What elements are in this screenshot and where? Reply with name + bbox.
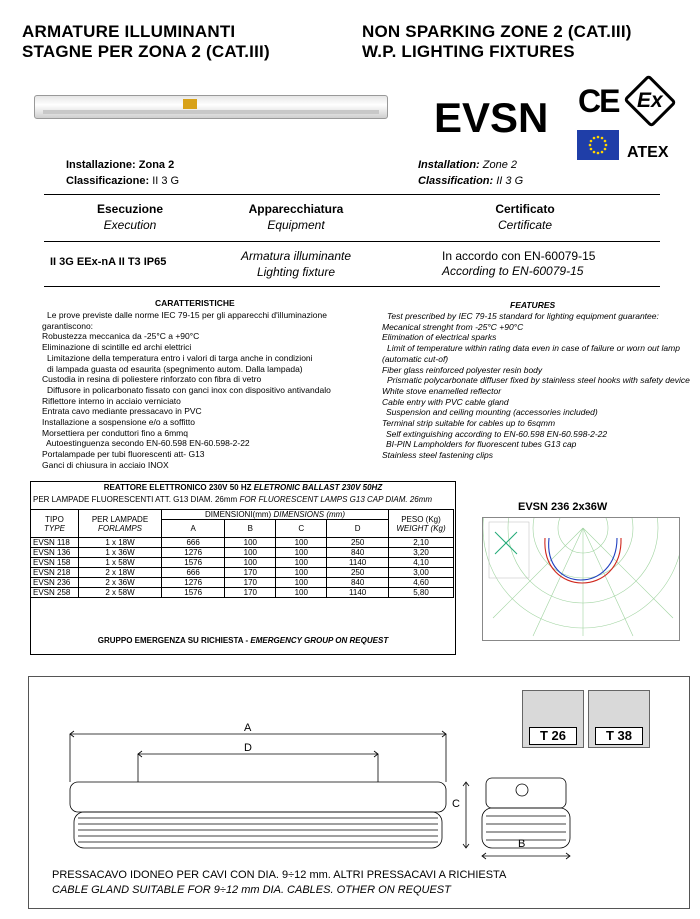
- table-cell: 1276: [162, 578, 225, 588]
- features-it-line: Riflettore interno in acciaio verniciato: [42, 395, 181, 406]
- execution-value: II 3G EEx-nA II T3 IP65: [50, 256, 167, 268]
- spec-footer: [31, 636, 455, 645]
- features-en-line: Test prescribed by IEC 79-15 standard for lighting equipment guarantee:: [387, 311, 659, 321]
- table-cell: 2,10: [389, 538, 454, 548]
- features-it-line: di lampada guasta od esaurita (spegnimento autom. Dalla lampada): [47, 363, 303, 374]
- spec-th-lamps: [79, 510, 162, 538]
- table-cell: EVSN 118: [31, 538, 79, 548]
- install-it-zone-value: Zona 2: [138, 159, 175, 171]
- photometric-title: EVSN 236 2x36W: [518, 501, 608, 513]
- install-it-zone: [66, 158, 174, 172]
- table-row: [31, 588, 454, 598]
- dim-d-label: D: [244, 742, 252, 754]
- table-cell: EVSN 218: [31, 568, 79, 578]
- features-en-line: Suspension and ceiling mounting (accessories included): [386, 407, 598, 418]
- features-en-line: Limit of temperature within rating data even in case of failure or worn out lamp: [387, 343, 680, 354]
- eu-stars-icon: [577, 130, 619, 160]
- table-cell: 1 x 18W: [79, 538, 162, 548]
- spec-ballast-en: ELETRONIC BALLAST 230V 50HZ: [253, 483, 383, 492]
- install-en-zone: [418, 158, 517, 172]
- title-en-line1: NON SPARKING ZONE 2 (CAT.III): [362, 22, 632, 41]
- spec-ballast: [31, 483, 455, 492]
- features-it-line: Diffusore in policarbonato fissato con ganci inox con dispositivo antivandalo: [47, 384, 331, 395]
- table-cell: EVSN 136: [31, 548, 79, 558]
- technical-drawing: [30, 720, 630, 860]
- install-en-zone-label: Installation:: [418, 159, 480, 171]
- product-diffuser-edge: [43, 110, 379, 114]
- spec-th-weight-en: WEIGHT (Kg): [396, 523, 446, 533]
- table-cell: 100: [225, 548, 276, 558]
- features-en-line: BI-PIN Lampholders for fluorescent tubes G13 cap: [386, 439, 577, 450]
- spec-th-type-it: TIPO: [45, 514, 64, 524]
- features-it-line: Robustezza meccanica da -25°C a +90°C: [42, 331, 200, 342]
- table-cell: 100: [276, 538, 327, 548]
- equipment-value-en: Lighting fixture: [256, 265, 336, 279]
- dim-a-label: A: [244, 722, 252, 734]
- table-cell: 170: [225, 568, 276, 578]
- features-en-line: Cable entry with PVC cable gland: [382, 396, 509, 407]
- table-cell: 250: [327, 568, 389, 578]
- table-cell: 170: [225, 588, 276, 598]
- table-row: [31, 568, 454, 578]
- features-it-line: Morsettiera per conduttori fino a 6mmq: [42, 427, 188, 438]
- spec-table-body: [31, 538, 454, 598]
- table-cell: 5,80: [389, 588, 454, 598]
- spec-th-lamps-it: PER LAMPADE: [91, 514, 149, 524]
- features-en-line: Stainless steel fastening clips: [382, 450, 494, 461]
- table-row: [31, 538, 454, 548]
- dim-b-label: B: [518, 838, 526, 850]
- features-en-line: (automatic cut-of): [382, 353, 449, 364]
- table-cell: EVSN 236: [31, 578, 79, 588]
- table-cell: 2 x 36W: [79, 578, 162, 588]
- features-it-line: Entrata cavo mediante pressacavo in PVC: [42, 406, 202, 417]
- certificate-value-it: In accordo con EN-60079-15: [442, 249, 596, 263]
- table-row: [31, 558, 454, 568]
- table-cell: 100: [276, 558, 327, 568]
- features-it-line: Eliminazione di scintille ed archi elettrici: [42, 342, 192, 353]
- table-cell: 840: [327, 578, 389, 588]
- features-it-line: Le prove previste dalle norme IEC 79-15 per gli apparecchi d'illuminazione: [47, 310, 327, 320]
- dim-c-label: C: [452, 798, 460, 810]
- photometric-diagram: [482, 517, 680, 641]
- product-photo: [34, 95, 388, 119]
- table-cell: 1 x 58W: [79, 558, 162, 568]
- clamp-t38-label: T 38: [595, 727, 643, 745]
- table-cell: 666: [162, 538, 225, 548]
- column-equipment-en: Equipment: [267, 218, 325, 232]
- install-en-class-label: Classification:: [418, 175, 494, 187]
- features-en-line: Terminal strip suitable for cables up to 6sqmm: [382, 418, 556, 429]
- spec-th-c: C: [276, 520, 327, 538]
- features-en-line: Fiber glass reinforced polyester resin body: [382, 364, 543, 375]
- features-it-list: [42, 310, 352, 471]
- table-cell: 4,60: [389, 578, 454, 588]
- features-en-line: Self extinguishing according to EN-60.598 EN-60.598-2-22: [386, 428, 608, 439]
- features-it-line: Portalampade per tubi fluorescenti att- G13: [42, 449, 205, 460]
- photometric-plot: [483, 518, 679, 640]
- table-cell: 3,00: [389, 568, 454, 578]
- table-cell: 1140: [327, 558, 389, 568]
- install-it-class-label: Classificazione:: [66, 175, 150, 187]
- column-execution-en: Execution: [103, 218, 157, 232]
- title-it-line2: STAGNE PER ZONA 2 (CAT.III): [22, 42, 270, 61]
- spec-footer-it: GRUPPO EMERGENZA SU RICHIESTA -: [97, 636, 249, 645]
- spec-th-b: B: [225, 520, 276, 538]
- spec-th-type: [31, 510, 79, 538]
- ex-mark-icon: [623, 74, 677, 128]
- atex-label: ATEX: [627, 144, 669, 161]
- features-it-line: Installazione a sospensione e/o a soffitto: [42, 417, 195, 428]
- table-row: [31, 548, 454, 558]
- eu-flag-icon: [577, 130, 619, 160]
- spec-th-weight: [389, 510, 454, 538]
- table-cell: 1140: [327, 588, 389, 598]
- spec-th-dimensions: [162, 510, 389, 520]
- table-cell: 100: [225, 538, 276, 548]
- clamp-t26-label: T 26: [529, 727, 577, 745]
- product-label-sticker: [183, 99, 197, 109]
- table-cell: 1276: [162, 548, 225, 558]
- features-it-line: garantiscono:: [42, 320, 94, 331]
- table-cell: 1 x 36W: [79, 548, 162, 558]
- cable-note-en: CABLE GLAND SUITABLE FOR 9÷12 mm DIA. CABLES. OTHER ON REQUEST: [52, 884, 451, 896]
- table-cell: 100: [225, 558, 276, 568]
- install-it-class: [66, 174, 179, 188]
- install-en-class: [418, 174, 523, 188]
- table-cell: EVSN 158: [31, 558, 79, 568]
- spec-table: [30, 509, 454, 598]
- title-it-line1: ARMATURE ILLUMINANTI: [22, 22, 236, 41]
- column-execution-it: Esecuzione: [96, 202, 164, 216]
- table-cell: 250: [327, 538, 389, 548]
- section-divider: [44, 286, 660, 287]
- features-it-line: Limitazione della temperatura entro i valori di targa anche in condizioni: [47, 352, 313, 363]
- spec-ballast-it: REATTORE ELETTRONICO 230V 50 HZ: [103, 483, 252, 492]
- spec-lamps-it: PER LAMPADE FLUORESCENTI ATT. G13 DIAM. 26mm: [33, 495, 238, 504]
- features-en-line: White stove enamelled reflector: [382, 385, 502, 396]
- table-cell: EVSN 258: [31, 588, 79, 598]
- install-it-zone-label: Installazione:: [66, 159, 136, 171]
- ce-mark-icon: CE: [578, 83, 619, 119]
- features-en-list: [382, 311, 694, 461]
- table-cell: 2 x 58W: [79, 588, 162, 598]
- spec-th-dimensions-it: DIMENSIONI(mm): [204, 510, 272, 519]
- features-it-line: Ganci di chiusura in acciaio INOX: [42, 459, 169, 470]
- table-cell: 170: [225, 578, 276, 588]
- install-it-class-value: II 3 G: [152, 175, 180, 187]
- table-cell: 100: [276, 548, 327, 558]
- spec-th-weight-it: PESO (Kg): [401, 514, 441, 524]
- spec-th-dimensions-en: DIMENSIONS (mm): [273, 510, 345, 519]
- column-certificate-it: Certificato: [495, 202, 555, 216]
- features-it-line: Custodia in resina di poliestere rinforzato con fibra di vetro: [42, 374, 262, 385]
- table-cell: 1576: [162, 588, 225, 598]
- features-en-title: FEATURES: [510, 300, 556, 310]
- table-cell: 840: [327, 548, 389, 558]
- features-it-title: CARATTERISTICHE: [155, 298, 235, 308]
- install-en-class-value: II 3 G: [496, 175, 524, 187]
- cable-note-it: PRESSACAVO IDONEO PER CAVI CON DIA. 9÷12 mm. ALTRI PRESSACAVI A RICHIESTA: [52, 869, 507, 881]
- table-cell: 4,10: [389, 558, 454, 568]
- column-equipment-it: Apparecchiatura: [248, 202, 344, 216]
- table-cell: 100: [276, 568, 327, 578]
- table-row: [31, 578, 454, 588]
- table-cell: 1576: [162, 558, 225, 568]
- certificate-value-en: According to EN-60079-15: [442, 264, 584, 278]
- install-en-zone-value: Zone 2: [482, 159, 518, 171]
- table-cell: 666: [162, 568, 225, 578]
- spec-footer-en: EMERGENCY GROUP ON REQUEST: [250, 636, 389, 645]
- spec-lamps-en: FOR FLUORESCENT LAMPS G13 CAP DIAM. 26mm: [239, 495, 433, 504]
- table-cell: 2 x 18W: [79, 568, 162, 578]
- column-certificate-en: Certificate: [497, 218, 553, 232]
- features-en-line: Elimination of electrical sparks: [382, 332, 497, 343]
- features-en-line: Prismatic polycarbonate diffuser fixed by stainless steel hooks with safety device: [387, 375, 690, 386]
- spec-th-lamps-en: FORLAMPS: [97, 523, 142, 533]
- spec-th-d: D: [327, 520, 389, 538]
- features-en-line: Mecanical strenght from -25°C +90°C: [382, 321, 524, 332]
- spec-th-type-en: TYPE: [44, 523, 65, 533]
- ex-mark-text: Ex: [637, 89, 663, 112]
- title-en-line2: W.P. LIGHTING FIXTURES: [362, 42, 575, 61]
- spec-lamps: [33, 495, 453, 504]
- table-cell: 100: [276, 588, 327, 598]
- equipment-value-it: Armatura illuminante: [240, 249, 352, 263]
- model-name: EVSN: [434, 94, 549, 141]
- spec-th-a: A: [162, 520, 225, 538]
- table-cell: 100: [276, 578, 327, 588]
- table-cell: 3,20: [389, 548, 454, 558]
- features-it-line: Autoestinguenza secondo EN-60.598 EN-60.598-2-22: [46, 438, 250, 449]
- spec-table-frame: [30, 481, 456, 655]
